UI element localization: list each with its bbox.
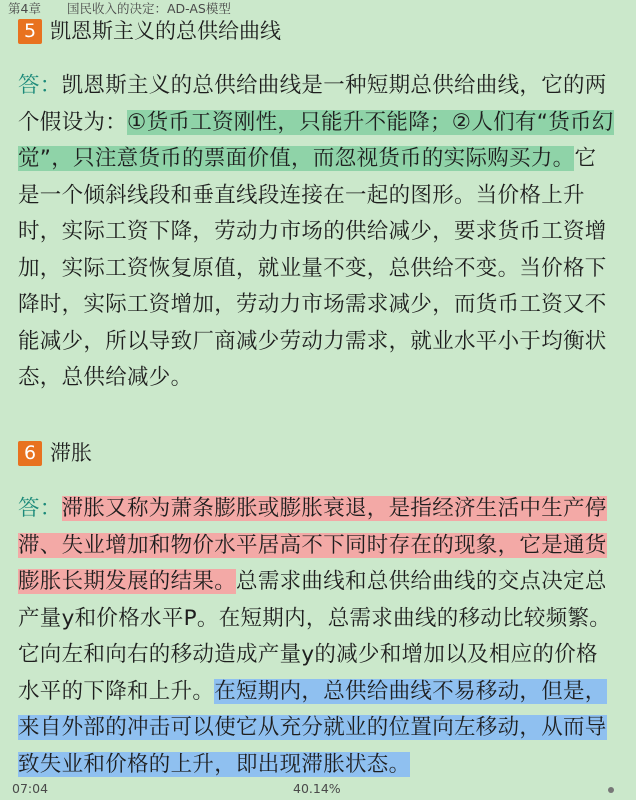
section-6-answer [18,491,618,783]
section-title: 凯恩斯主义的总供给曲线 [50,19,281,43]
clock-time: 07:04 [12,781,49,796]
battery-icon [608,787,614,793]
reading-progress: 40.14% [293,781,341,796]
reader-footer [0,780,636,800]
chapter-number: 第4章 [8,1,41,16]
highlight-green: ①货币工资刚性，只能升不能降；②人们有“货币幻觉”，只注意货币的票面价值，而忽视货币的实际购买力。 [18,109,614,171]
section-title: 滞胀 [50,441,92,465]
section-6-heading [18,438,92,468]
answer-text: 它是一个倾斜线段和垂直线段连接在一起的图形。当价格上升时，实际工资下降，劳动力市场的供给减少，要求货币工资增加，实际工资恢复原值，就业量不变，总供给不变。当价格下降时，实际工资增加，劳动力市场需求减少，而货币工资又不能减少，所以导致厂商减少劳动力需求，就业水平小于均衡状态，总供给减少。 [18,146,607,390]
section-5-heading [18,16,281,46]
section-number-badge: 6 [18,441,42,466]
chapter-title: 国民收入的决定：AD-AS模型 [66,1,231,16]
highlight-red: 滞胀又称为萧条膨胀或膨胀衰退，是指经济生活中生产停滞、失业增加和物价水平居高不下同时存在的现象，它是通货膨胀长期发展的结果。 [18,496,607,594]
answer-label: 答： [18,73,62,98]
highlight-blue: 在短期内，总供给曲线不易移动，但是，来自外部的冲击可以使它从充分就业的位置向左移动，从而导致失业和价格的上升，即出现滞胀状态。 [18,678,607,777]
section-5-answer [18,68,618,397]
answer-label: 答： [18,496,62,521]
answer-text: 凯恩斯主义的总供给曲线是一种短期总供给曲线，它的两个假设为： [18,73,607,135]
section-number-badge: 5 [18,19,42,44]
answer-text: 总需求曲线和总供给曲线的交点决定总产量y和价格水平P。在短期内，总需求曲线的移动比较频繁。它向左和向右的移动造成产量y的减少和增加以及相应的价格水平的下降和上升。 [18,569,612,704]
